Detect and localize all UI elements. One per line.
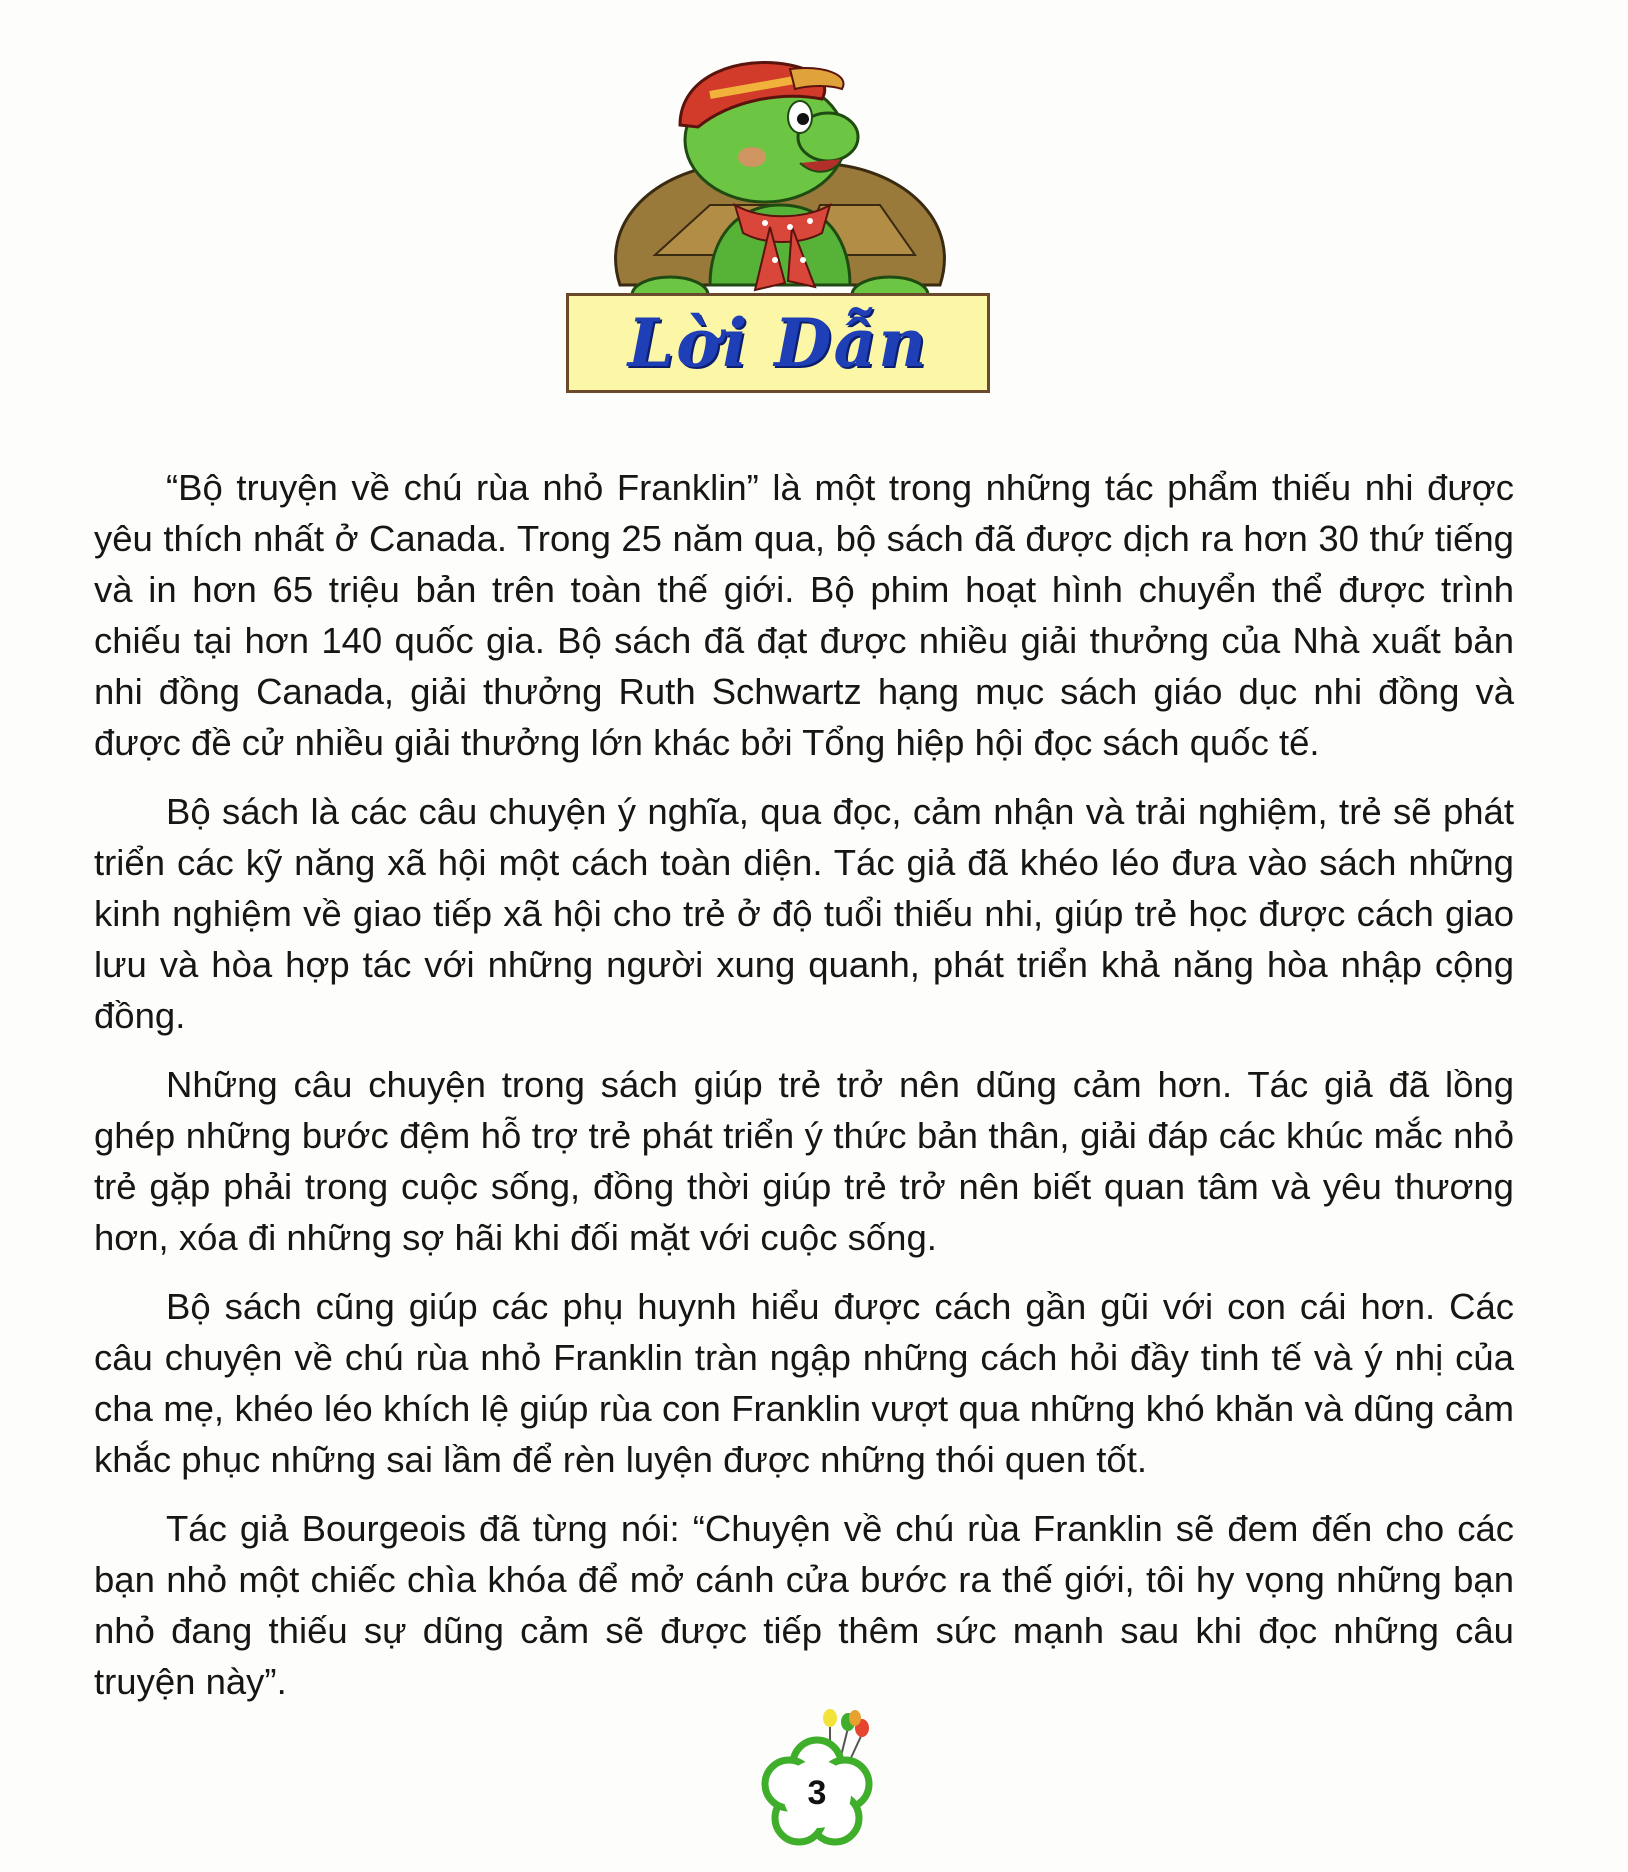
paragraph-4: Bộ sách cũng giúp các phụ huynh hiểu được cách gần gũi với con cái hơn. Các câu chuyện về chú rùa nhỏ Franklin tràn ngập những cách hỏi đầy tinh tế và ý nhị của cha mẹ, khéo léo khích lệ giúp rùa con Franklin vượt qua những khó khăn và dũng cảm khắc phục những sai lầm để rèn luyện được những thói quen tốt. [94, 1286, 1514, 1480]
page-number: 3 [807, 1774, 827, 1812]
paragraph-2: Bộ sách là các câu chuyện ý nghĩa, qua đọc, cảm nhận và trải nghiệm, trẻ sẽ phát triển các kỹ năng xã hội một cách toàn diện. Tác giả đã khéo léo đưa vào sách những kinh nghiệm về giao tiếp xã hội cho trẻ ở độ tuổi thiếu nhi, giúp trẻ học được cách giao lưu và hòa hợp tác với những người xung quanh, phát triển khả năng hòa nhập cộng đồng. [94, 791, 1514, 1036]
paragraph-3: Những câu chuyện trong sách giúp trẻ trở nên dũng cảm hơn. Tác giả đã lồng ghép những bước đệm hỗ trợ trẻ phát triển ý thức bản thân, giải đáp các khúc mắc nhỏ trẻ gặp phải trong cuộc sống, đồng thời giúp trẻ trở nên biết quan tâm và yêu thương hơn, xóa đi những sợ hãi khi đối mặt với cuộc sống. [94, 1064, 1514, 1258]
intro-text [94, 462, 1514, 1725]
turtle-franklin-icon [560, 55, 1000, 315]
paragraph-1: “Bộ truyện về chú rùa nhỏ Franklin” là một trong những tác phẩm thiếu nhi được yêu thích nhất ở Canada. Trong 25 năm qua, bộ sách đã được dịch ra hơn 30 thứ tiếng và in hơn 65 triệu bản trên toàn thế giới. Bộ phim hoạt hình chuyển thể được trình chiếu tại hơn 140 quốc gia. Bộ sách đã đạt được nhiều giải thưởng của Nhà xuất bản nhi đồng Canada, giải thưởng Ruth Schwartz hạng mục sách giáo dục nhi đồng và được đề cử nhiều giải thưởng lớn khác bởi Tổng hiệp hội đọc sách quốc tế. [94, 467, 1514, 763]
title-sign [566, 293, 990, 393]
header [560, 55, 1000, 400]
page-number-badge [752, 1700, 882, 1850]
paragraph-5: Tác giả Bourgeois đã từng nói: “Chuyện về chú rùa Franklin sẽ đem đến cho các bạn nhỏ một chiếc chìa khóa để mở cánh cửa bước ra thế giới, tôi hy vọng những bạn nhỏ đang thiếu sự dũng cảm sẽ được tiếp thêm sức mạnh sau khi đọc những câu truyện này”. [94, 1508, 1514, 1702]
page-title: Lời Dẫn [627, 304, 929, 382]
